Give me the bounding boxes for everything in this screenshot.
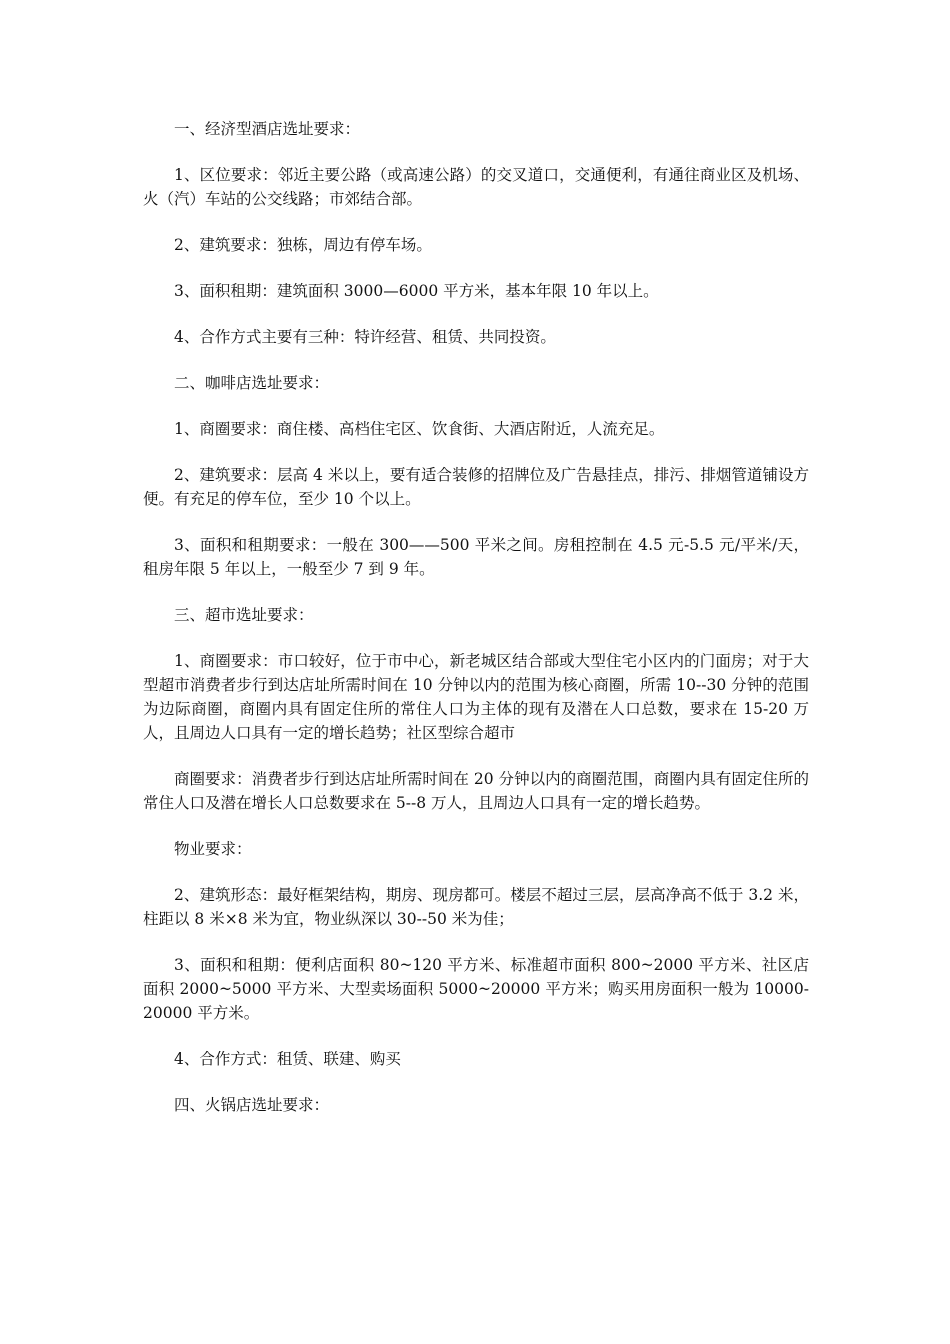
paragraph-community-trade-area: 商圈要求：消费者步行到达店址所需时间在 20 分钟以内的商圈范围，商圈内具有固定住所的常住人口及潜在增长人口总数要求在 5--8 万人，且周边人口具有一定的增长趋势。 bbox=[143, 770, 809, 812]
paragraph-property-requirements: 物业要求： bbox=[174, 840, 252, 858]
paragraph-supermarket-cooperation: 4、合作方式：租赁、联建、购买 bbox=[174, 1050, 401, 1068]
paragraph-hotel-building: 2、建筑要求：独栋，周边有停车场。 bbox=[174, 236, 432, 254]
paragraph-hotel-area-lease: 3、面积租期：建筑面积 3000—6000 平方米，基本年限 10 年以上。 bbox=[174, 282, 659, 300]
paragraph-hotel-cooperation: 4、合作方式主要有三种：特许经营、租赁、共同投资。 bbox=[174, 328, 556, 346]
section-heading-hotpot: 四、火锅店选址要求： bbox=[174, 1096, 330, 1114]
paragraph-supermarket-trade-area: 1、商圈要求：市口较好，位于市中心，新老城区结合部或大型住宅小区内的门面房；对于大型超市消费者步行到达店址所需时间在 10 分钟以内的范围为核心商圈，所需 10--30 分钟的范围为边际商圈，商圈内具有固定住所的常住人口为主体的现有及潜在人口总数，要求在 15-20 万人，且周边人口具有一定的增长趋势；社区型综合超市 bbox=[143, 652, 809, 742]
section-heading-cafe: 二、咖啡店选址要求： bbox=[174, 374, 330, 392]
document-body bbox=[143, 117, 809, 1139]
paragraph-supermarket-building: 2、建筑形态：最好框架结构，期房、现房都可。楼层不超过三层，层高净高不低于 3.2 米，柱距以 8 米×8 米为宜，物业纵深以 30--50 米为佳； bbox=[143, 886, 809, 928]
paragraph-cafe-trade-area: 1、商圈要求：商住楼、高档住宅区、饮食街、大酒店附近，人流充足。 bbox=[174, 420, 665, 438]
section-heading-hotel: 一、经济型酒店选址要求： bbox=[174, 120, 361, 138]
paragraph-hotel-location: 1、区位要求：邻近主要公路（或高速公路）的交叉道口，交通便利，有通往商业区及机场、火（汽）车站的公交线路；市郊结合部。 bbox=[143, 166, 809, 208]
paragraph-cafe-building: 2、建筑要求：层高 4 米以上，要有适合装修的招牌位及广告悬挂点，排污、排烟管道铺设方便。有充足的停车位，至少 10 个以上。 bbox=[143, 466, 809, 508]
paragraph-supermarket-area-lease: 3、面积和租期：便利店面积 80~120 平方米、标准超市面积 800~2000 平方米、社区店面积 2000~5000 平方米、大型卖场面积 5000~20000 平方米；购买用房面积一般为 10000-20000 平方米。 bbox=[143, 956, 809, 1022]
section-heading-supermarket: 三、超市选址要求： bbox=[174, 606, 314, 624]
paragraph-cafe-area-lease: 3、面积和租期要求：一般在 300——500 平米之间。房租控制在 4.5 元-5.5 元/平米/天，租房年限 5 年以上，一般至少 7 到 9 年。 bbox=[143, 536, 809, 578]
